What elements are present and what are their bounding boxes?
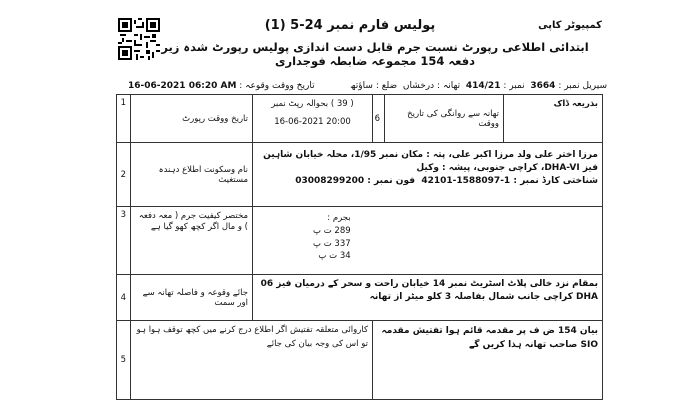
row-number: 1 xyxy=(117,95,131,143)
complainant-line-1: مرزا اختر علی ولد مرزا اکبر علی، پتہ : مکان نمبر 1/95، محلہ خیابان شاہین xyxy=(263,150,598,160)
form-subtitle: ابتدائی اطلاعی رپورٹ نسبت جرم قابل دست اندازی پولیس رپورٹ شدہ زیر دفعہ 154 مجموعہ ضابطہ فوجداری xyxy=(161,40,589,68)
serial-label: سیریل نمبر : xyxy=(558,81,607,91)
complainant-label: نام وسکونت اطلاع دہندہ مستغیث xyxy=(131,143,253,207)
table-row xyxy=(117,275,603,321)
table-row xyxy=(117,95,603,143)
phone-label: فون نمبر : xyxy=(367,176,416,187)
number-value: 414/21 xyxy=(465,81,501,91)
report-datetime: 16-06-2021 20:00 xyxy=(274,117,351,127)
report-ref: ( 39 ) بحوالہ رپٹ نمبر xyxy=(271,99,354,109)
row-number: 5 xyxy=(117,321,131,400)
place-details xyxy=(253,275,603,321)
serial-value: 3664 xyxy=(530,81,556,91)
crime-section: 34 ت پ xyxy=(318,251,351,262)
crime-label: مختصر کیفیت جرم ( معہ دفعہ ) و مال اگر کچھ کھو گیا ہے xyxy=(131,207,253,275)
computer-copy-label: کمپیوٹر کاپی xyxy=(538,20,602,31)
incident-date-label: تاریخ ووقت وقوعہ : xyxy=(239,81,315,91)
district-label: ضلع : xyxy=(375,81,398,91)
place-line-2: DHA کراچی جانب شمال بفاصلہ 3 کلو میٹر از تھانہ xyxy=(369,292,598,303)
place-label: جائے وقوعہ و فاصلہ تھانہ سے اور سمت xyxy=(131,275,253,321)
row-number: 2 xyxy=(117,143,131,207)
fir-table xyxy=(116,94,603,400)
report-datetime-label: تاریخ ووقت رپورٹ xyxy=(182,113,248,124)
action-statement: بیان 154 ض ف پر مقدمہ قائم ہوا تفتیش مقدمہ SIO صاحب تھانہ ہذا کریں گے xyxy=(373,321,603,400)
complainant-ids xyxy=(257,175,598,188)
table-row xyxy=(117,207,603,275)
station-value: درخشاں xyxy=(402,81,435,91)
form-title: پولیس فارم نمبر 24-5 (1) xyxy=(264,18,436,33)
fir-meta xyxy=(350,81,607,91)
row-number: 4 xyxy=(117,275,131,321)
cnic-value: 42101-1588097-1 xyxy=(421,176,511,187)
crime-section: 289 ت پ xyxy=(313,225,351,236)
cnic-label: شناختی کارڈ نمبر : xyxy=(513,176,598,187)
table-row xyxy=(117,143,603,207)
number-label: نمبر : xyxy=(503,81,525,91)
place-line-1: بمقام نزد خالی پلاٹ اسٹریٹ نمبر 14 خیابان راحت و سحر کے درمیان فیز 06 xyxy=(260,279,598,289)
dispatch-method: بذریعہ ڈاک xyxy=(504,95,603,143)
row-label xyxy=(131,95,253,143)
complainant-details xyxy=(253,143,603,207)
incident-datetime xyxy=(128,81,315,91)
phone-value: 03008299200 xyxy=(295,176,365,187)
crime-section: 337 ت پ xyxy=(313,238,351,249)
col6-label: تھانہ سے روانگی کی تاریخ ووقت xyxy=(385,95,504,143)
crime-label-inline: بجرم : xyxy=(327,213,351,223)
crime-details xyxy=(253,207,603,275)
row-number: 3 xyxy=(117,207,131,275)
col6-number: 6 xyxy=(373,95,385,143)
report-ref-cell xyxy=(253,95,373,143)
incident-date-value: 16-06-2021 06:20 AM xyxy=(128,81,237,91)
action-label: کاروائی متعلقہ تفتیش اگر اطلاع درج کرنے میں کچھ توقف ہوا ہو تو اس کی وجہ بیان کی جائے xyxy=(131,321,373,400)
table-row xyxy=(117,321,603,400)
complainant-line-2: فیز DHA-VI، کراچی جنوبی، پیشہ : وکیل xyxy=(416,163,598,174)
station-label: تھانہ : xyxy=(437,81,461,91)
district-value: ساؤتھ xyxy=(350,81,373,91)
